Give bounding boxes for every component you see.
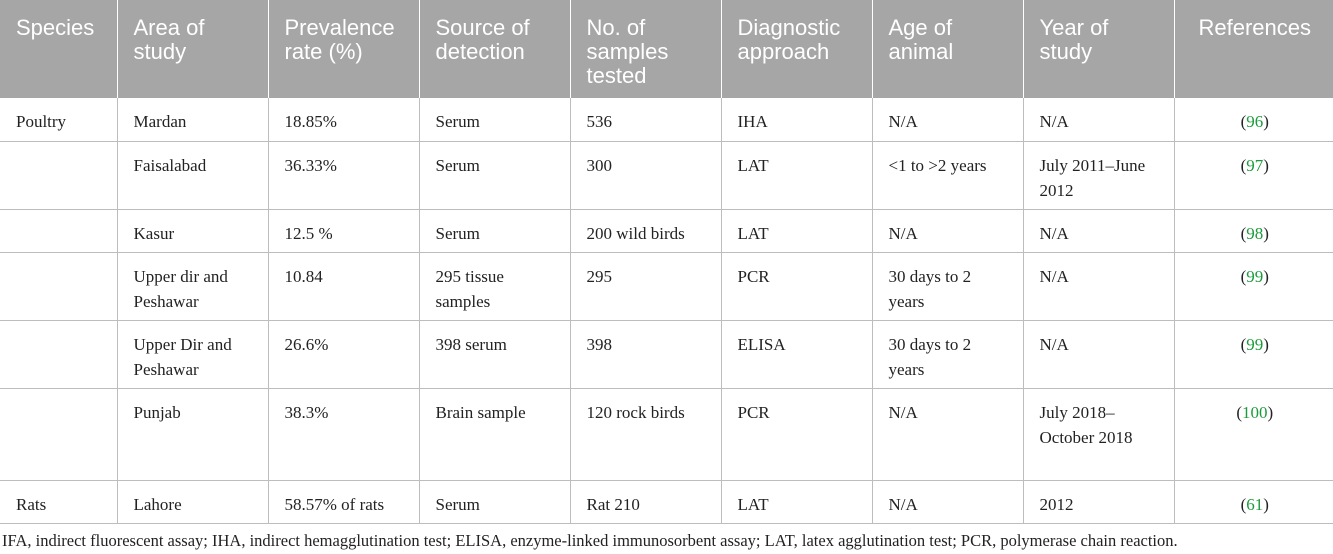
table-row (0, 320, 1333, 388)
cell-prevalence: 18.85% (268, 98, 419, 141)
cell-source: Serum (419, 98, 570, 141)
cell-prevalence: 58.57% of rats (268, 480, 419, 523)
cell-species (0, 320, 117, 388)
cell-samples: 120 rock birds (570, 388, 721, 480)
cell-reference: (61) (1174, 480, 1333, 523)
header-source: Source of detection (419, 0, 570, 98)
reference-link[interactable]: 61 (1246, 494, 1264, 514)
cell-area: Upper Dir and Peshawar (117, 320, 268, 388)
cell-year: July 2018–October 2018 (1023, 388, 1174, 480)
cell-approach: PCR (721, 252, 872, 320)
cell-samples: 536 (570, 98, 721, 141)
cell-area: Mardan (117, 98, 268, 141)
reference-link[interactable]: 99 (1246, 266, 1264, 286)
table-row (0, 480, 1333, 523)
header-row (0, 0, 1333, 98)
cell-reference: (99) (1174, 252, 1333, 320)
cell-area: Faisalabad (117, 141, 268, 209)
cell-age: 30 days to 2 years (872, 252, 1023, 320)
cell-year: 2012 (1023, 480, 1174, 523)
table-row (0, 209, 1333, 252)
reference-link[interactable]: 100 (1242, 402, 1268, 422)
cell-approach: IHA (721, 98, 872, 141)
cell-approach: LAT (721, 209, 872, 252)
cell-approach: PCR (721, 388, 872, 480)
reference-link[interactable]: 99 (1246, 334, 1264, 354)
cell-year: July 2011–June 2012 (1023, 141, 1174, 209)
cell-year: N/A (1023, 252, 1174, 320)
cell-species (0, 388, 117, 480)
cell-samples: 200 wild birds (570, 209, 721, 252)
cell-species (0, 252, 117, 320)
cell-area: Kasur (117, 209, 268, 252)
cell-samples: 398 (570, 320, 721, 388)
header-age: Age of animal (872, 0, 1023, 98)
cell-approach: ELISA (721, 320, 872, 388)
cell-reference: (98) (1174, 209, 1333, 252)
cell-species (0, 141, 117, 209)
cell-species: Poultry (0, 98, 117, 141)
table-row (0, 388, 1333, 480)
cell-prevalence: 10.84 (268, 252, 419, 320)
cell-prevalence: 26.6% (268, 320, 419, 388)
cell-source: Serum (419, 480, 570, 523)
cell-source: Serum (419, 209, 570, 252)
cell-reference: (99) (1174, 320, 1333, 388)
cell-reference: (96) (1174, 98, 1333, 141)
cell-species: Rats (0, 480, 117, 523)
header-species: Species (0, 0, 117, 98)
table-row (0, 252, 1333, 320)
cell-area: Upper dir and Peshawar (117, 252, 268, 320)
cell-source: Serum (419, 141, 570, 209)
cell-samples: 300 (570, 141, 721, 209)
reference-link[interactable]: 97 (1246, 155, 1264, 175)
cell-species (0, 209, 117, 252)
cell-approach: LAT (721, 480, 872, 523)
cell-samples: Rat 210 (570, 480, 721, 523)
reference-link[interactable]: 98 (1246, 223, 1264, 243)
cell-samples: 295 (570, 252, 721, 320)
table-row (0, 141, 1333, 209)
cell-age: 30 days to 2 years (872, 320, 1023, 388)
cell-age: N/A (872, 209, 1023, 252)
cell-source: 295 tissue samples (419, 252, 570, 320)
cell-prevalence: 36.33% (268, 141, 419, 209)
cell-area: Lahore (117, 480, 268, 523)
header-samples: No. of samples tested (570, 0, 721, 98)
cell-age: N/A (872, 480, 1023, 523)
header-references: References (1174, 0, 1333, 98)
header-year: Year of study (1023, 0, 1174, 98)
cell-prevalence: 12.5 % (268, 209, 419, 252)
reference-link[interactable]: 96 (1246, 112, 1264, 131)
cell-year: N/A (1023, 209, 1174, 252)
cell-age: N/A (872, 98, 1023, 141)
table-row (0, 98, 1333, 141)
header-approach: Diagnostic approach (721, 0, 872, 98)
cell-year: N/A (1023, 320, 1174, 388)
cell-approach: LAT (721, 141, 872, 209)
table-footnote: IFA, indirect fluorescent assay; IHA, indirect hemagglutination test; ELISA, enzyme-linked immunosorbent assay; LAT, latex agglutination test; PCR, polymerase chain reaction. (2, 531, 1178, 550)
cell-age: <1 to >2 years (872, 141, 1023, 209)
cell-source: 398 serum (419, 320, 570, 388)
cell-source: Brain sample (419, 388, 570, 480)
cell-reference: (100) (1174, 388, 1333, 480)
cell-prevalence: 38.3% (268, 388, 419, 480)
cell-age: N/A (872, 388, 1023, 480)
cell-area: Punjab (117, 388, 268, 480)
header-prevalence: Prevalence rate (%) (268, 0, 419, 98)
header-area: Area of study (117, 0, 268, 98)
cell-year: N/A (1023, 98, 1174, 141)
cell-reference: (97) (1174, 141, 1333, 209)
